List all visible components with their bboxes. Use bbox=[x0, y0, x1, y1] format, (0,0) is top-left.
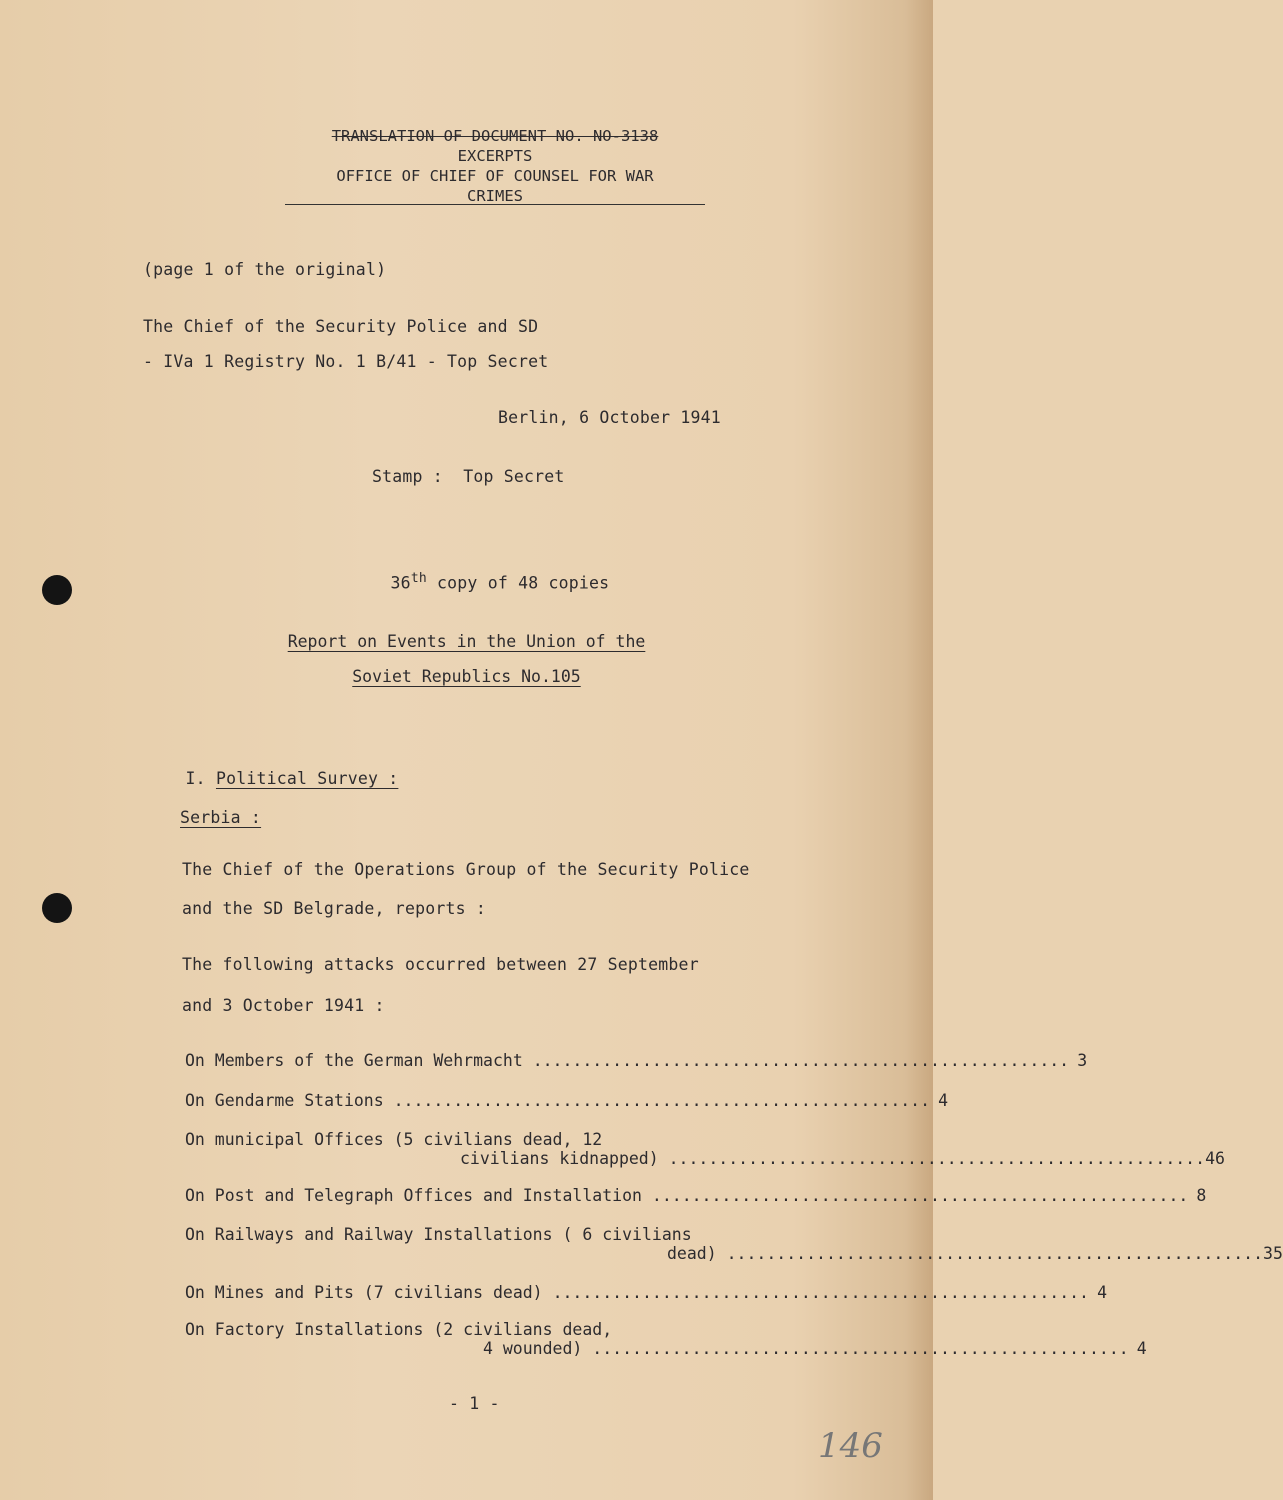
leader-dots: ...................................................... bbox=[668, 1149, 1206, 1168]
section-heading bbox=[145, 750, 398, 807]
attack-entry-6 bbox=[185, 1320, 1147, 1358]
report-title-line2: Soviet Republics No.105 bbox=[352, 667, 581, 686]
attack-count: 46 bbox=[1205, 1149, 1225, 1168]
subsection-heading: Serbia : bbox=[180, 808, 262, 827]
attack-label: On Factory Installations (2 civilians dead, bbox=[185, 1320, 613, 1339]
date-line: Berlin, 6 October 1941 bbox=[498, 408, 721, 427]
copy-count: copy of 48 copies bbox=[437, 573, 610, 593]
attack-label: On Gendarme Stations bbox=[185, 1091, 394, 1110]
punch-hole-bottom bbox=[42, 893, 72, 923]
attack-entry-1 bbox=[185, 1091, 949, 1110]
report-title-line1: Report on Events in the Union of the bbox=[287, 632, 646, 651]
paragraph1-line2: and the SD Belgrade, reports : bbox=[182, 899, 487, 918]
paragraph2-line1: The following attacks occurred between 27 September bbox=[182, 955, 699, 974]
attack-entry-2 bbox=[185, 1130, 1225, 1168]
attack-entry-0 bbox=[185, 1051, 1088, 1070]
attack-label: On Post and Telegraph Offices and Installation bbox=[185, 1186, 652, 1205]
header-rule bbox=[285, 204, 705, 205]
leader-dots: ...................................................... bbox=[726, 1244, 1264, 1263]
copy-number: 36 bbox=[390, 573, 411, 593]
office-name: OFFICE OF CHIEF OF COUNSEL FOR WAR bbox=[336, 167, 654, 185]
attack-label: On Members of the German Wehrmacht bbox=[185, 1051, 533, 1070]
attack-label: On Railways and Railway Installations ( 6 civilians bbox=[185, 1225, 692, 1244]
document-header bbox=[285, 126, 705, 206]
attack-count: 4 bbox=[1097, 1283, 1107, 1302]
paragraph1-line1: The Chief of the Operations Group of the Security Police bbox=[182, 860, 750, 879]
excerpts-label: EXCERPTS bbox=[457, 147, 533, 165]
attack-count: 4 bbox=[938, 1091, 949, 1110]
stamp-line: Stamp : Top Secret bbox=[372, 467, 565, 486]
report-title bbox=[0, 632, 933, 686]
leader-dots: ...................................................... bbox=[651, 1186, 1189, 1205]
attack-count: 3 bbox=[1077, 1051, 1088, 1070]
page-reference: (page 1 of the original) bbox=[143, 260, 387, 279]
registry-number: - IVa 1 Registry No. 1 B/41 - Top Secret bbox=[143, 352, 549, 371]
attack-count: 35 bbox=[1263, 1244, 1283, 1263]
attack-entry-4 bbox=[185, 1225, 1283, 1263]
attack-label-cont: 4 wounded) bbox=[483, 1339, 593, 1358]
attack-count: 8 bbox=[1196, 1186, 1207, 1205]
leader-dots: ...................................................... bbox=[552, 1283, 1089, 1302]
paragraph2-line2: and 3 October 1941 : bbox=[182, 996, 385, 1015]
attack-label-cont: dead) bbox=[667, 1244, 727, 1263]
attack-label: On Mines and Pits (7 civilians dead) bbox=[185, 1283, 553, 1302]
attack-count: 4 bbox=[1136, 1339, 1147, 1358]
section-numeral: I. bbox=[185, 769, 206, 788]
page-number: - 1 - bbox=[449, 1394, 500, 1413]
translation-doc-number: TRANSLATION OF DOCUMENT NO. NO-3138 bbox=[331, 127, 659, 145]
copy-suffix: th bbox=[410, 571, 427, 586]
sender: The Chief of the Security Police and SD bbox=[143, 317, 539, 336]
attack-entry-3 bbox=[185, 1186, 1207, 1205]
attack-label: On municipal Offices (5 civilians dead, 12 bbox=[185, 1130, 603, 1149]
attack-entry-5 bbox=[185, 1283, 1107, 1302]
punch-hole-top bbox=[42, 575, 72, 605]
leader-dots: ...................................................... bbox=[592, 1339, 1129, 1358]
handwritten-page-number: 146 bbox=[818, 1426, 883, 1466]
attack-label-cont: civilians kidnapped) bbox=[460, 1149, 669, 1168]
section-title: Political Survey : bbox=[215, 769, 399, 788]
office-name-cont: CRIMES bbox=[467, 187, 523, 205]
leader-dots: ...................................................... bbox=[393, 1091, 931, 1110]
leader-dots: ...................................................... bbox=[532, 1051, 1070, 1070]
copy-line bbox=[350, 552, 609, 612]
